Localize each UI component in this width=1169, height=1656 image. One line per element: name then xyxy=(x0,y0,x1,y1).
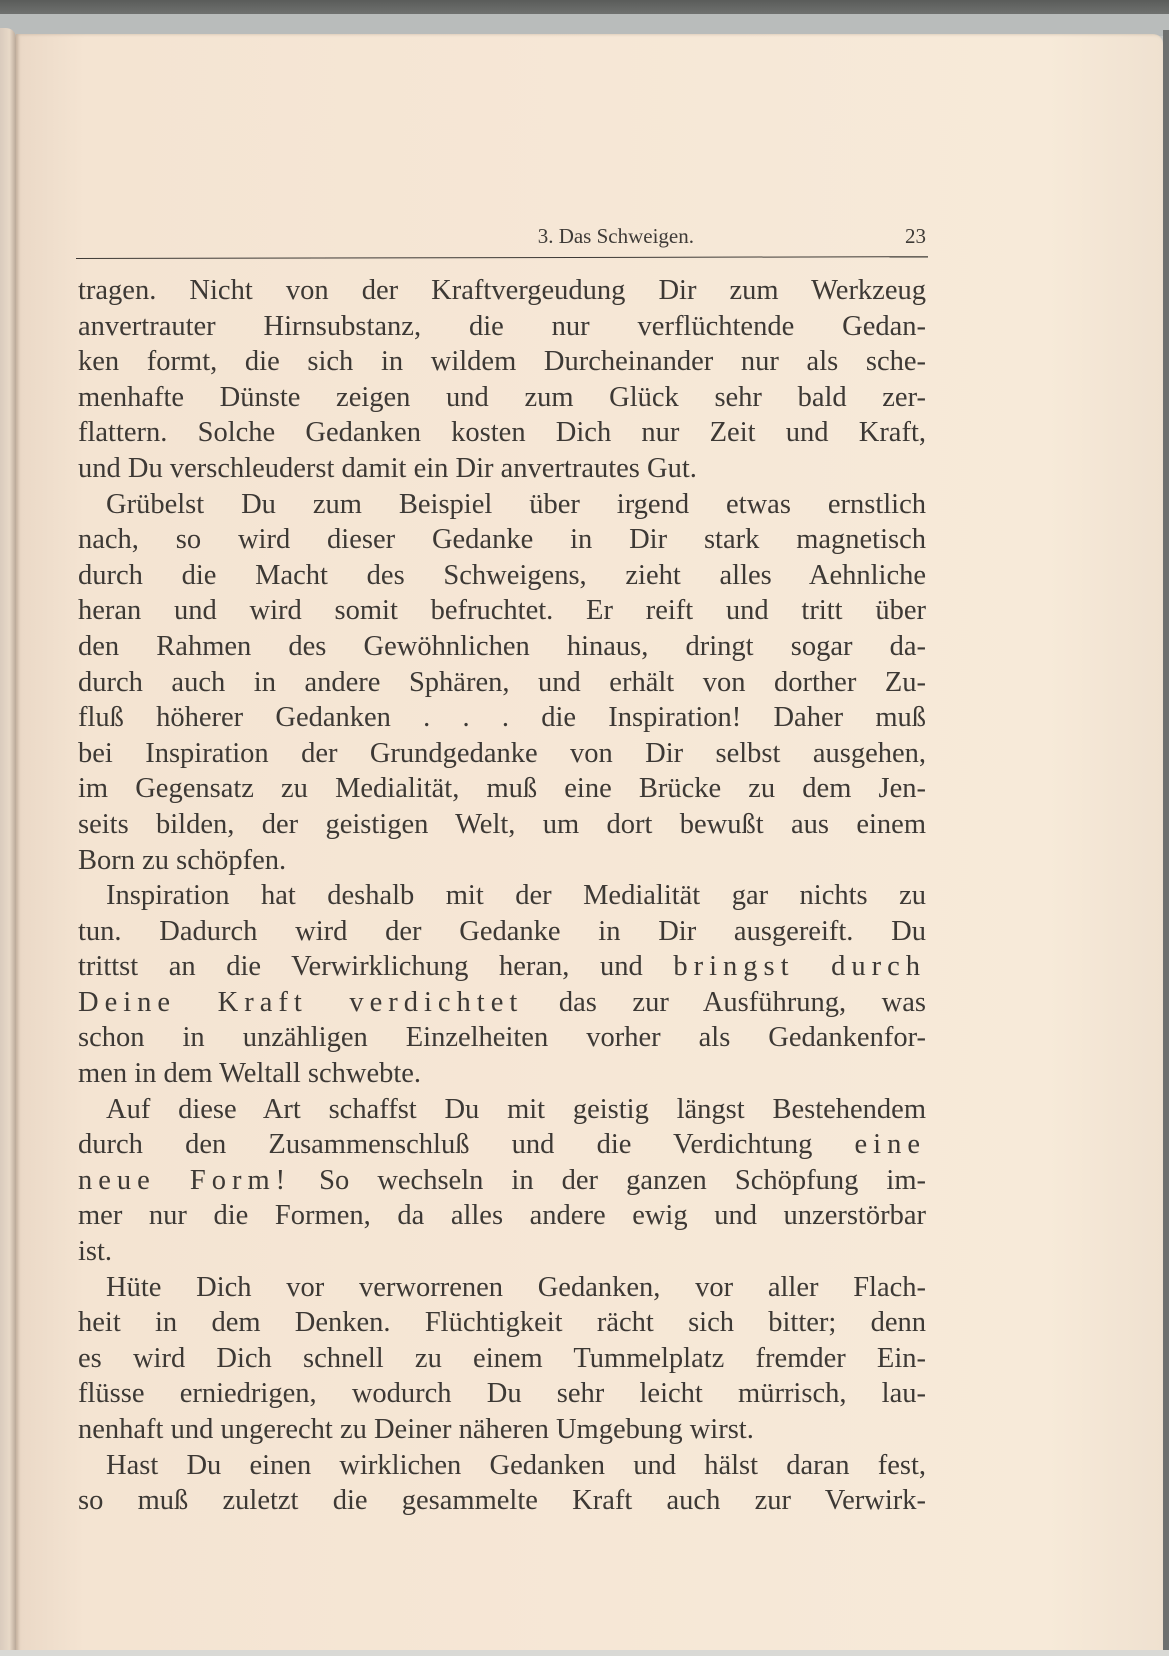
text-line xyxy=(78,985,926,1021)
scanner-right-edge xyxy=(1163,30,1169,1656)
text-line: Grübelst Du zum Beispiel über irgend etwas ernstlich xyxy=(106,488,926,520)
scanner-bottom-edge xyxy=(0,1650,1169,1656)
text-line: so muß zuletzt die gesammelte Kraft auch zur Verwirk- xyxy=(78,1485,926,1517)
text-line: ist. xyxy=(78,1236,113,1268)
text-line: nach, so wird dieser Gedanke in Dir stark magnetisch xyxy=(78,524,926,556)
text-line: flattern. Solche Gedanken kosten Dich nur Zeit und Kraft, xyxy=(78,417,926,449)
emphasis-spaced: eine xyxy=(854,1129,926,1161)
text-line: heran und wird somit befruchtet. Er reift und tritt über xyxy=(78,595,926,627)
text-line: flüsse erniedrigen, wodurch Du sehr leicht mürrisch, lau- xyxy=(78,1378,926,1410)
text-line: fluß höherer Gedanken . . . die Inspiration! Daher muß xyxy=(78,702,926,734)
text-line: mer nur die Formen, da alles andere ewig und unzerstörbar xyxy=(78,1200,926,1232)
emphasis-spaced: neue Form! xyxy=(78,1164,292,1196)
text-line: men in dem Weltall schwebte. xyxy=(78,1058,422,1090)
text-line: Auf diese Art schaffst Du mit geistig längst Bestehendem xyxy=(106,1093,926,1125)
scanner-edge xyxy=(0,0,1169,14)
text-line: den Rahmen des Gewöhnlichen hinaus, dringt sogar da- xyxy=(78,630,926,662)
text-line: und Du verschleuderst damit ein Dir anvertrautes Gut. xyxy=(78,452,697,484)
text-line: schon in unzähligen Einzelheiten vorher als Gedankenfor- xyxy=(78,1022,926,1054)
text-run: So wechseln in der ganzen Schöpfung im- xyxy=(291,1164,926,1196)
text-line: seits bilden, der geistigen Welt, um dort bewußt aus einem xyxy=(78,808,926,840)
running-head xyxy=(78,222,926,252)
text-line: Inspiration hat deshalb mit der Medialität gar nichts zu xyxy=(106,880,926,912)
text-line: Hast Du einen wirklichen Gedanken und hälst daran fest, xyxy=(106,1449,926,1481)
text-line: durch die Macht des Schweigens, zieht alles Aehnliche xyxy=(78,559,926,591)
text-line: menhafte Dünste zeigen und zum Glück sehr bald zer- xyxy=(78,381,926,413)
text-line xyxy=(78,1163,926,1199)
text-line: durch auch in andere Sphären, und erhält von dorther Zu- xyxy=(78,666,926,698)
previous-page-edge xyxy=(0,28,16,1656)
text-line: Born zu schöpfen. xyxy=(78,844,287,876)
text-line: ken formt, die sich in wildem Durcheinander nur als sche- xyxy=(78,346,926,378)
text-line xyxy=(78,1127,926,1163)
page-number: 23 xyxy=(905,224,926,248)
chapter-title: 3. Das Schweigen. xyxy=(537,224,694,248)
text-line xyxy=(78,949,926,985)
text-run: das zur Ausführung, was xyxy=(523,986,926,1018)
emphasis-spaced: Deine Kraft verdichtet xyxy=(78,986,524,1018)
text-line: im Gegensatz zu Medialität, muß eine Brücke zu dem Jen- xyxy=(78,773,926,805)
body-text xyxy=(78,273,926,1519)
text-line: anvertrauter Hirnsubstanz, die nur verflüchtende Gedan- xyxy=(78,310,926,342)
text-run: trittst an die Verwirklichung heran, und xyxy=(78,951,674,983)
text-line: tragen. Nicht von der Kraftvergeudung Dir zum Werkzeug xyxy=(78,275,926,306)
text-line: es wird Dich schnell zu einem Tummelplatz fremder Ein- xyxy=(78,1342,926,1374)
text-line: Hüte Dich vor verworrenen Gedanken, vor aller Flach- xyxy=(106,1271,926,1303)
text-line: bei Inspiration der Grundgedanke von Dir selbst ausgehen, xyxy=(78,737,926,769)
text-line: nenhaft und ungerecht zu Deiner näheren Umgebung wirst. xyxy=(78,1414,754,1445)
text-run: durch den Zusammenschluß und die Verdichtung xyxy=(78,1129,855,1161)
text-line: tun. Dadurch wird der Gedanke in Dir ausgereift. Du xyxy=(78,915,926,947)
emphasis-spaced: bringst durch xyxy=(673,951,926,983)
text-line: heit in dem Denken. Flüchtigkeit rächt sich bitter; denn xyxy=(78,1307,926,1339)
scanner-band xyxy=(0,14,1169,36)
